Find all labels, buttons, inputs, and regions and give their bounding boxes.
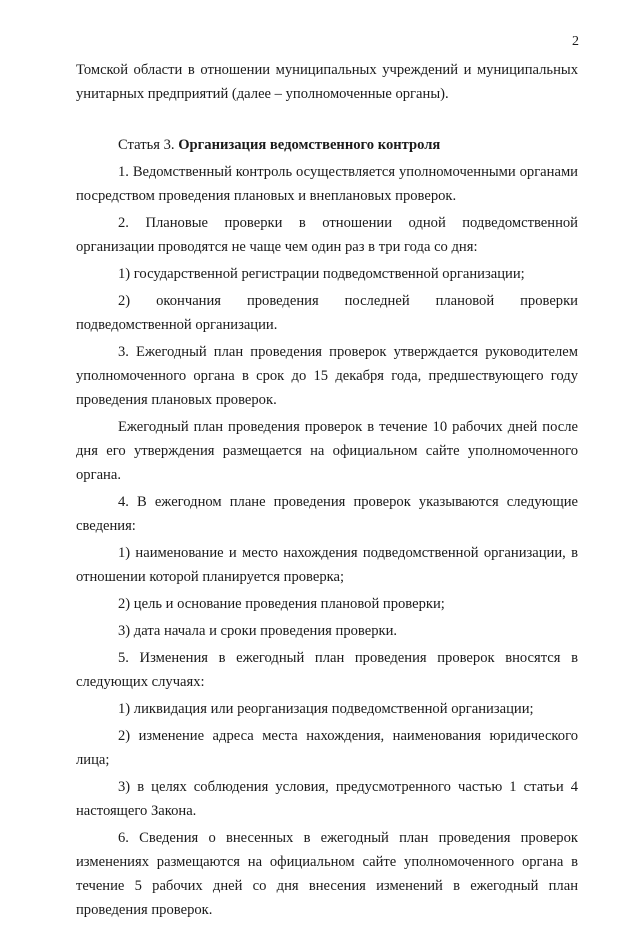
paragraph-2-item-1: 1) государственной регистрации подведомственной организации; (118, 266, 525, 282)
article-heading (76, 133, 578, 157)
paragraph-continuation: Томской области в отношении муниципальных учреждений и муниципальных унитарных предприятий (далее – уполномоченные органы). (76, 62, 578, 102)
paragraph-3-continued: Ежегодный план проведения проверок в течение 10 рабочих дней после дня его утверждения размещается на официальном сайте уполномоченного органа. (76, 419, 578, 483)
article-title: Организация ведомственного контроля (178, 137, 441, 153)
paragraph-5-item-2: 2) изменение адреса места нахождения, наименования юридического лица; (76, 728, 578, 768)
paragraph-5-item-3: 3) в целях соблюдения условия, предусмотренного частью 1 статьи 4 настоящего Закона. (76, 779, 578, 819)
paragraph-4-item-2: 2) цель и основание проведения плановой проверки; (118, 596, 445, 612)
paragraph-5-item-1: 1) ликвидация или реорганизация подведомственной организации; (118, 701, 534, 717)
paragraph-3: 3. Ежегодный план проведения проверок утверждается руководителем уполномоченного органа в срок до 15 декабря года, предшествующего году проведения плановых проверок. (76, 344, 578, 408)
paragraph-4: 4. В ежегодном плане проведения проверок указываются следующие сведения: (76, 494, 578, 534)
paragraph-1: 1. Ведомственный контроль осуществляется уполномоченными органами посредством проведения плановых и внеплановых проверок. (76, 164, 578, 204)
paragraph-2-item-2: 2) окончания проведения последней плановой проверки подведомственной организации. (76, 293, 578, 333)
paragraph-2: 2. Плановые проверки в отношении одной подведомственной организации проводятся не чаще чем один раз в три года со дня: (76, 215, 578, 255)
paragraph-5: 5. Изменения в ежегодный план проведения проверок вносятся в следующих случаях: (76, 650, 578, 690)
page-number: 2 (572, 34, 579, 49)
section-gap (76, 109, 578, 133)
paragraph-4-item-3: 3) дата начала и сроки проведения проверки. (118, 623, 398, 639)
article-prefix: Статья 3. (118, 137, 179, 153)
document-body (76, 58, 578, 925)
paragraph-4-item-1: 1) наименование и место нахождения подведомственной организации, в отношении которой планируется проверка; (76, 545, 578, 585)
paragraph-6: 6. Сведения о внесенных в ежегодный план проведения проверок изменениях размещаются на официальном сайте уполномоченного органа в течение 5 рабочих дней со дня внесения изменений в ежегодный план проведения проверок. (76, 830, 578, 918)
